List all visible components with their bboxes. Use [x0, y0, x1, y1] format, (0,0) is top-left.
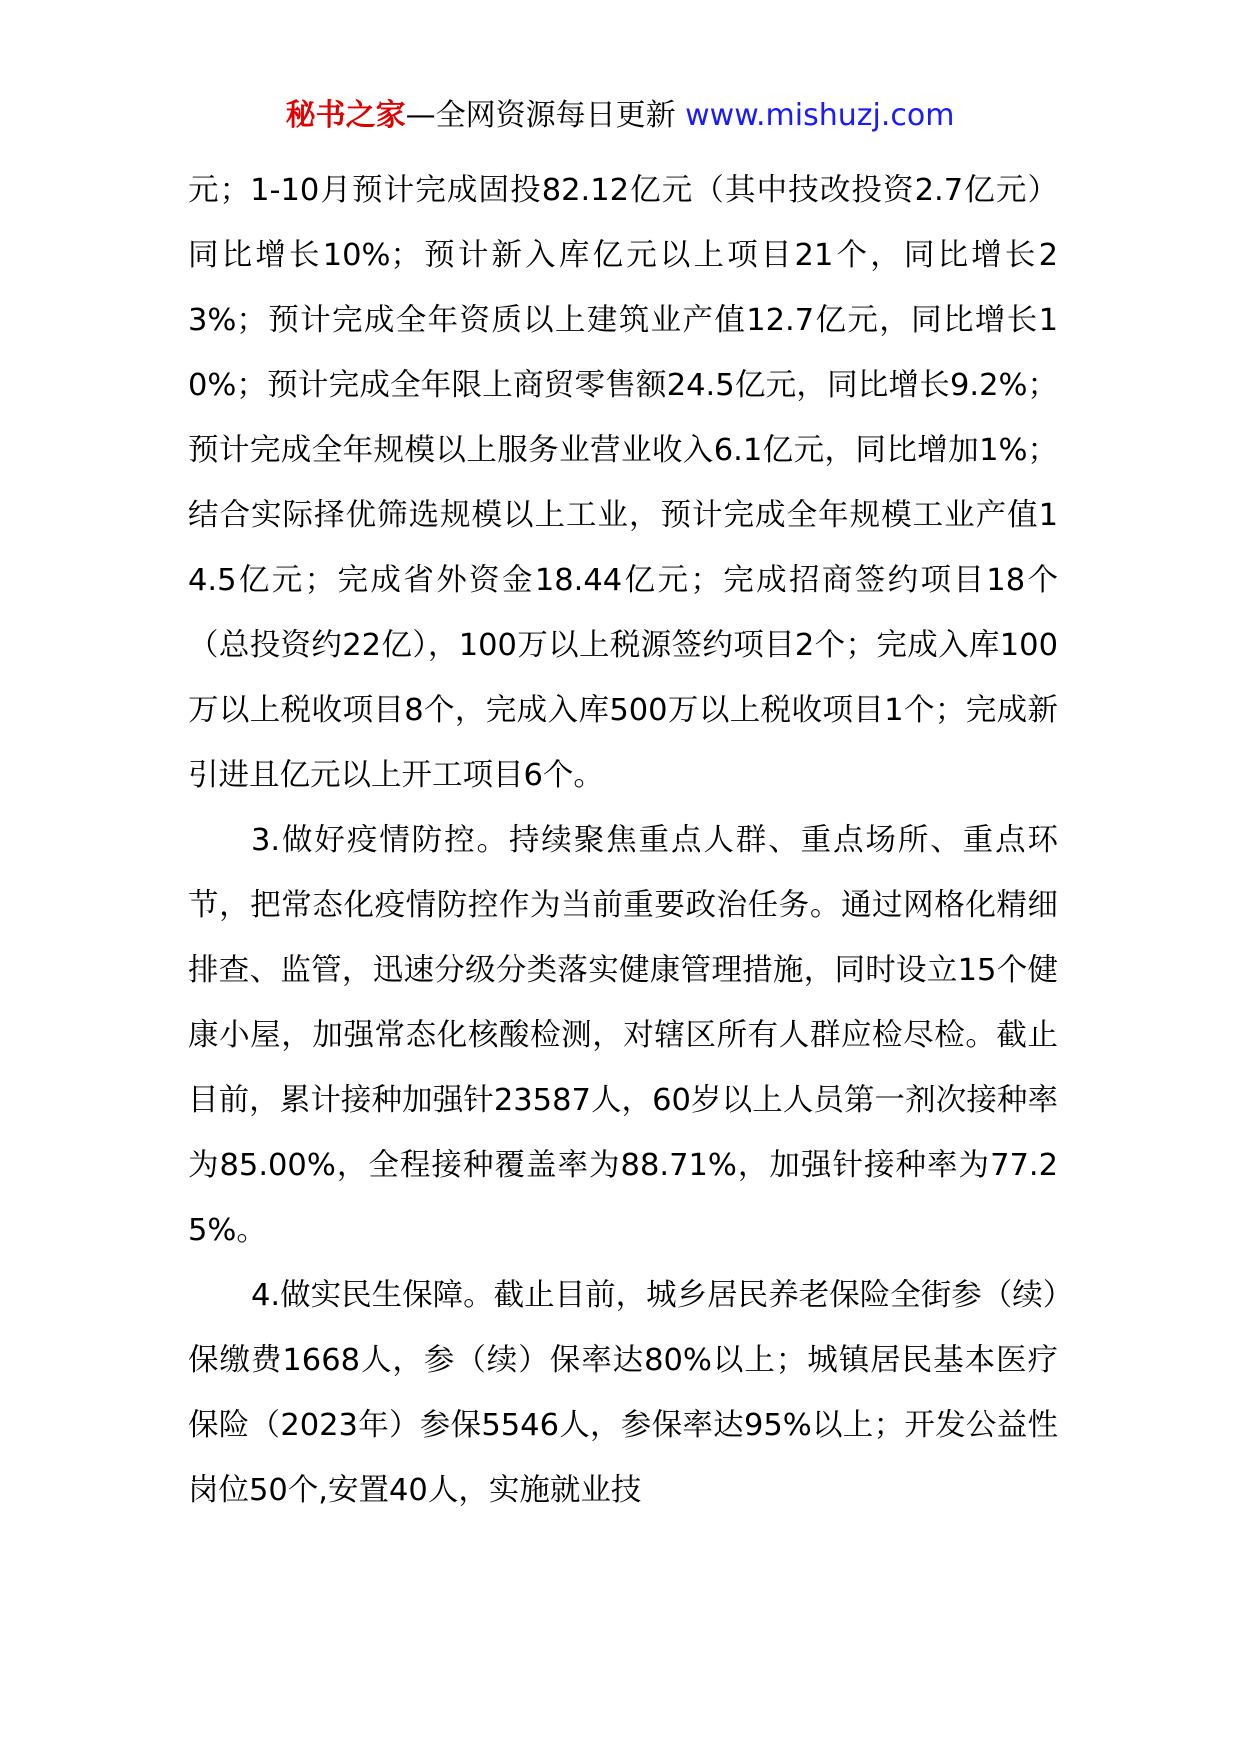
site-tagline: —全网资源每日更新	[405, 98, 676, 133]
paragraph-continued: 元；1-10月预计完成固投82.12亿元（其中技改投资2.7亿元）同比增长10%；预计新入库亿元以上项目21个，同比增长23%；预计完成全年资质以上建筑业产值12.7亿元，同比增长10%；预计完成全年限上商贸零售额24.5亿元，同比增长9.2%；预计完成全年规模以上服务业营业收入6.1亿元，同比增加1%；结合实际择优筛选规模以上工业，预计完成全年规模工业产值14.5亿元；完成省外资金18.44亿元；完成招商签约项目18个（总投资约22亿），100万以上税源签约项目2个；完成入库100万以上税收项目8个，完成入库500万以上税收项目1个；完成新引进且亿元以上开工项目6个。	[188, 173, 1058, 793]
site-header	[0, 96, 1240, 136]
paragraph-epidemic-prevention: 3.做好疫情防控。持续聚焦重点人群、重点场所、重点环节，把常态化疫情防控作为当前重要政治任务。通过网格化精细排查、监管，迅速分级分类落实健康管理措施，同时设立15个健康小屋，加强常态化核酸检测，对辖区所有人群应检尽检。截止目前，累计接种加强针23587人，60岁以上人员第一剂次接种率为85.00%，全程接种覆盖率为88.71%，加强针接种率为77.25%。	[188, 823, 1058, 1248]
site-brand: 秘书之家	[285, 98, 406, 133]
paragraph-livelihood-security: 4.做实民生保障。截止目前，城乡居民养老保险全街参（续）保缴费1668人，参（续）保率达80%以上；城镇居民基本医疗保险（2023年）参保5546人，参保率达95%以上；开发公益性岗位50个,安置40人，实施就业技	[188, 1278, 1058, 1508]
site-url-link[interactable]: www.mishuzj.com	[685, 98, 955, 133]
document-body	[188, 158, 1058, 1523]
